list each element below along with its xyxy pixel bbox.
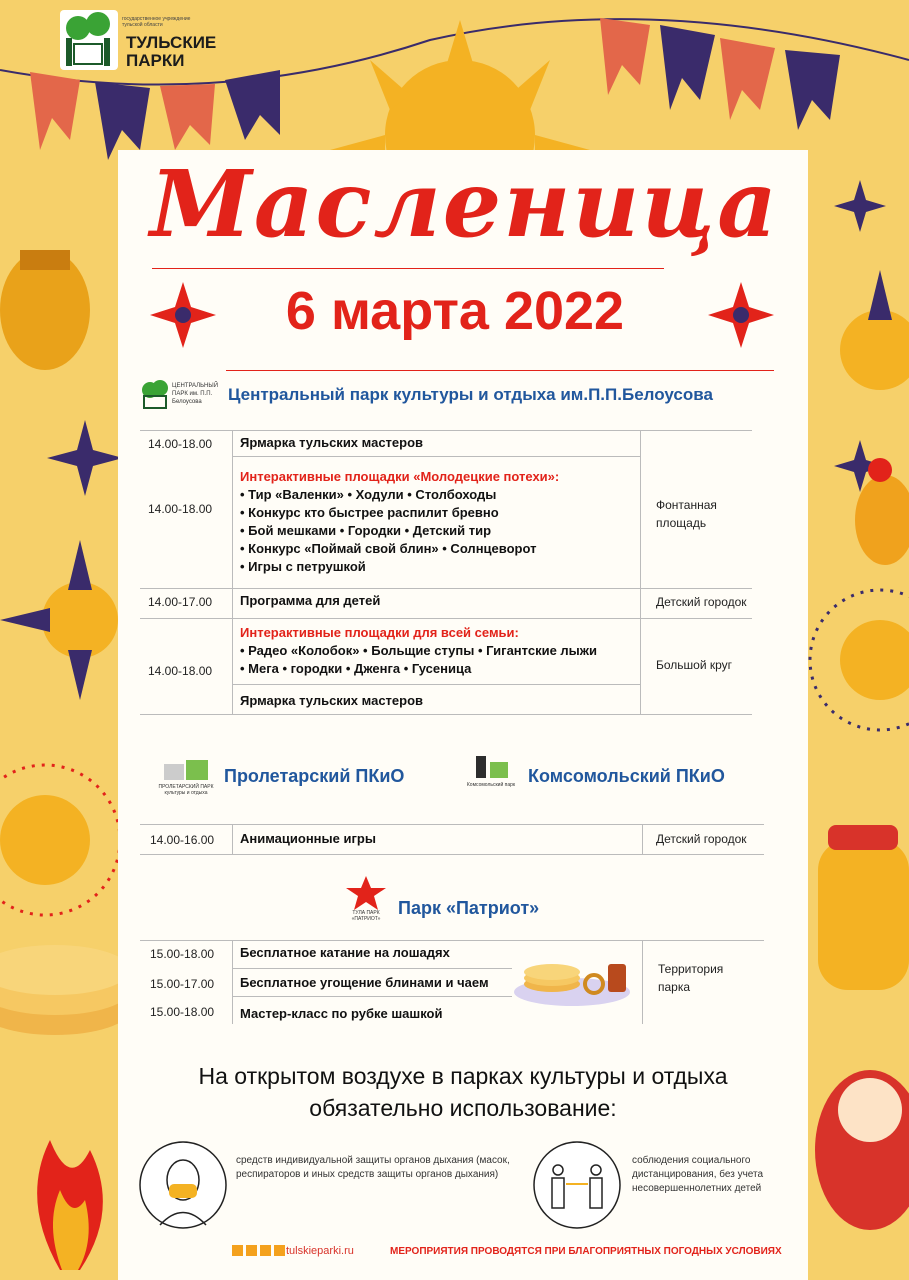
location-label: Территория парка — [658, 962, 724, 994]
table-divider — [140, 854, 764, 855]
pancake-stack — [0, 945, 130, 1035]
schedule-item: • Бой мешками • Городки • Детский тир — [240, 523, 492, 538]
table-divider — [140, 714, 752, 715]
weather-note: МЕРОПРИЯТИЯ ПРОВОДЯТСЯ ПРИ БЛАГОПРИЯТНЫХ ПОГОДНЫХ УСЛОВИЯХ — [390, 1246, 782, 1257]
schedule-activity: Бесплатное катание на лошадях — [240, 945, 450, 960]
vk-icon[interactable] — [232, 1245, 243, 1256]
schedule-activity: Мастер-класс по рубке шашкой — [240, 1006, 443, 1021]
location-label: Большой круг — [656, 658, 733, 672]
schedule-item: • Конкурс «Поймай свой блин» • Солнцеворот — [240, 541, 537, 556]
central-park-name: Центральный парк культуры и отдыха им.П.П.Белоусова — [228, 385, 713, 404]
table-divider — [640, 430, 641, 714]
park-gate-icon — [60, 10, 118, 70]
table-divider — [642, 940, 643, 1024]
komsomolsky-logo-text: Комсомольский парк — [466, 782, 516, 788]
samovar — [0, 250, 90, 370]
schedule-item: • Радео «Колобок» • Больщие ступы • Гигантские лыжи — [240, 643, 597, 658]
social-icons — [232, 1245, 285, 1256]
table-divider — [232, 824, 233, 854]
schedule-time: 15.00-18.00 — [150, 1005, 215, 1019]
notice-text — [118, 1060, 808, 1124]
proletarsky-park-name: Пролетарский ПКиО — [224, 766, 405, 786]
date-rule — [226, 370, 774, 371]
schedule-time: 14.00-17.00 — [148, 595, 213, 609]
table-divider — [140, 588, 752, 589]
requirement-distance-text: соблюдения социального дистанцирования, без учета несовершеннолетних детей — [632, 1155, 764, 1194]
location-label: Детский городок — [656, 595, 747, 609]
patriot-park-name: Парк «Патриот» — [398, 898, 540, 918]
schedule-time: 14.00-18.00 — [148, 437, 213, 451]
schedule-item: • Конкурс кто быстрее распилит бревно — [240, 505, 499, 520]
schedule-item: • Тир «Валенки» • Ходули • Столбоходы — [240, 487, 497, 502]
notice-line-2: обязательно использование: — [309, 1095, 617, 1121]
schedule-time: 14.00-16.00 — [150, 833, 215, 847]
komsomolsky-park-logo-icon — [472, 752, 512, 780]
logo-name: ТУЛЬСКИЕ ПАРКИ — [126, 33, 217, 70]
schedule-heading: Интерактивные площадки для всей семьи: — [240, 625, 519, 640]
mask-icon — [138, 1140, 228, 1230]
table-divider — [232, 996, 512, 997]
schedule-activity: Бесплатное угощение блинами и чаем — [240, 975, 489, 990]
schedule-time: 14.00-18.00 — [148, 502, 213, 516]
pancakes-tea-illustration — [512, 950, 638, 1010]
flower-icon — [150, 282, 216, 348]
table-divider — [642, 824, 643, 854]
facebook-icon[interactable] — [260, 1245, 271, 1256]
notice-line-1: На открытом воздухе в парках культуры и отдыха — [198, 1063, 728, 1089]
table-divider — [232, 684, 640, 685]
proletarsky-logo-text: ПРОЛЕТАРСКИЙ ПАРК культуры и отдыха — [158, 784, 214, 796]
schedule-time: 15.00-17.00 — [150, 977, 215, 991]
table-divider — [232, 456, 640, 457]
table-divider — [140, 618, 752, 619]
schedule-time: 14.00-18.00 — [148, 664, 213, 678]
website-link[interactable]: tulskieparki.ru — [286, 1245, 354, 1257]
requirement-mask-text: средств индивидуальной защиты органов дыхания (масок, респираторов и иных средств защиты органов дыхания) — [236, 1155, 510, 1180]
schedule-activity: Анимационные игры — [240, 831, 376, 846]
instagram-icon[interactable] — [274, 1245, 285, 1256]
patriot-star-icon — [346, 876, 386, 910]
schedule-heading: Интерактивные площадки «Молодецкие потехи»: — [240, 469, 560, 484]
honey-jar — [818, 825, 909, 990]
table-divider — [232, 430, 233, 714]
page-title: Масленица — [150, 150, 779, 258]
central-park-logo-icon — [140, 380, 170, 410]
flower-icon — [708, 282, 774, 348]
schedule-activity: Ярмарка тульских мастеров — [240, 693, 424, 708]
table-divider — [140, 940, 764, 941]
location-label: Детский городок — [656, 832, 747, 846]
location-label: Фонтанная площадь — [656, 498, 717, 530]
title-rule — [152, 268, 664, 269]
komsomolsky-park-name: Комсомольский ПКиО — [528, 766, 725, 786]
social-distance-icon — [532, 1140, 622, 1230]
ok-icon[interactable] — [246, 1245, 257, 1256]
schedule-item: • Игры с петрушкой — [240, 559, 366, 574]
table-divider — [140, 824, 764, 825]
schedule-time: 15.00-18.00 — [150, 947, 215, 961]
patriot-logo-text: ТУЛА ПАРК «ПАТРИОТ» — [351, 910, 381, 922]
proletarsky-park-logo-icon — [162, 758, 212, 782]
logo-subtitle: государственное учреждение тульской области — [122, 16, 191, 28]
event-date: 6 марта 2022 — [285, 281, 625, 341]
central-park-logo-text: ЦЕНТРАЛЬНЫЙ ПАРК им. П.П. Белоусова — [172, 383, 219, 405]
schedule-activity: Ярмарка тульских мастеров — [240, 435, 424, 450]
schedule-activity: Программа для детей — [240, 593, 381, 608]
schedule-item: • Мега • городки • Дженга • Гусеница — [240, 661, 472, 676]
table-divider — [232, 968, 512, 969]
table-divider — [232, 940, 233, 1024]
